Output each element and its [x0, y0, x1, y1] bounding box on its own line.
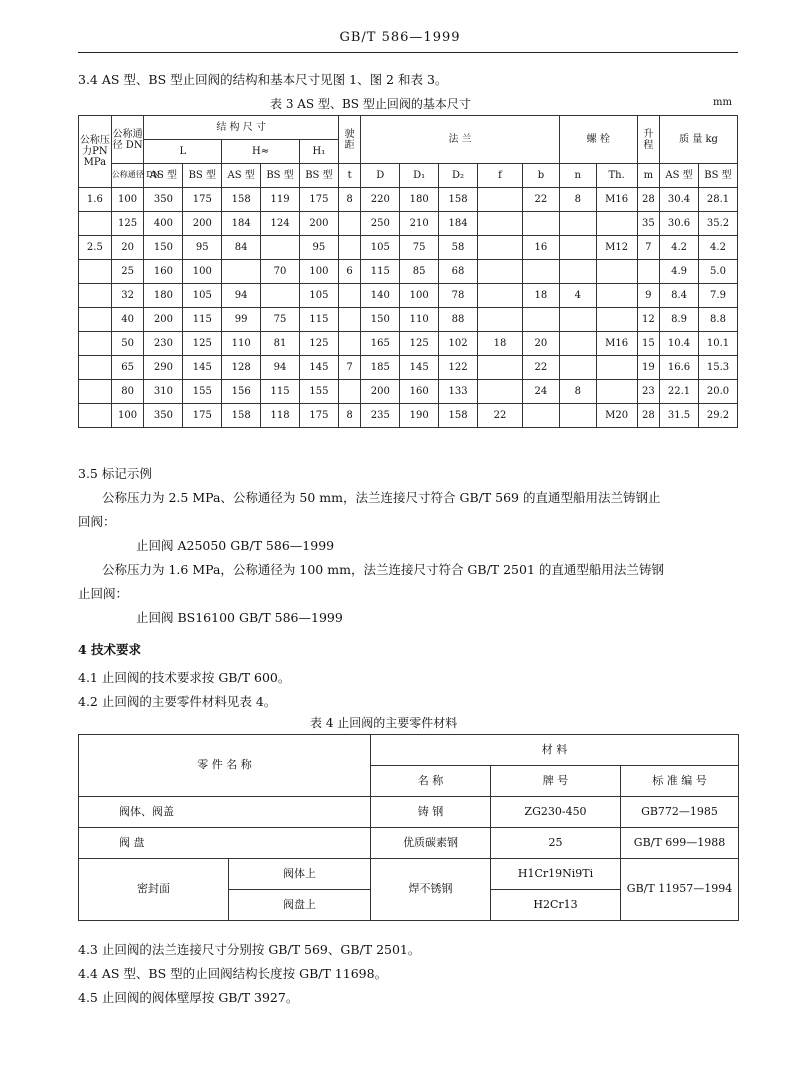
table3-cell-hbs: 75: [261, 308, 300, 332]
table3-cell-has: 84: [222, 236, 261, 260]
col-mass-as: AS 型: [660, 164, 699, 188]
table3-cell-m: 19: [637, 356, 660, 380]
table3-row: [79, 380, 738, 404]
col-flange: 法 兰: [361, 116, 560, 164]
table3-row: [79, 356, 738, 380]
table3-cell-dn: 65: [111, 356, 144, 380]
table3-cell-n: 8: [559, 380, 596, 404]
table3-cell-mas: 16.6: [660, 356, 699, 380]
table3-cell-th: M16: [596, 332, 637, 356]
table3-cell-mbs: 4.2: [698, 236, 737, 260]
col-f: f: [477, 164, 522, 188]
table3-cell-b: [522, 404, 559, 428]
table3-cell-d1: 145: [400, 356, 439, 380]
table3-cell-mbs: 7.9: [698, 284, 737, 308]
table3-cell-b: [522, 212, 559, 236]
table3-cell-b: 22: [522, 356, 559, 380]
section-4-3: 4.3 止回阀的法兰连接尺寸分别按 GB/T 569、GB/T 2501。: [78, 942, 421, 957]
t4-col-grade: 牌 号: [491, 766, 621, 797]
col-b: b: [522, 164, 559, 188]
table3-cell-pn: [79, 356, 112, 380]
table3-cell-d1: 110: [400, 308, 439, 332]
table3-cell-d: 185: [361, 356, 400, 380]
table3-cell-h1: 200: [299, 212, 338, 236]
table3-cell-lbs: 115: [183, 308, 222, 332]
table3-cell-n: [559, 236, 596, 260]
table3-cell-f: [477, 188, 522, 212]
t4-r3-grade1: H1Cr19Ni9Ti: [491, 859, 621, 890]
table3-cell-t: [338, 284, 361, 308]
table3-cell-mas: 30.6: [660, 212, 699, 236]
example2-text-cont: 止回阀：: [78, 586, 129, 601]
table3-cell-m: 35: [637, 212, 660, 236]
col-L-bs: BS 型: [183, 164, 222, 188]
col-mass-bs: BS 型: [698, 164, 737, 188]
table3-cell-pn: [79, 380, 112, 404]
table3-cell-d1: 190: [400, 404, 439, 428]
col-L: L: [144, 140, 222, 164]
table3-cell-dn: 100: [111, 188, 144, 212]
col-H1: H₁: [299, 140, 338, 164]
table3-cell-n: [559, 308, 596, 332]
table3-cell-has: 158: [222, 404, 261, 428]
t4-r3-sub1: 阀体上: [229, 859, 371, 890]
table3-cell-las: 200: [144, 308, 183, 332]
table3-cell-pn: [79, 332, 112, 356]
table3-cell-t: [338, 380, 361, 404]
t4-col-material: 材 料: [371, 735, 739, 766]
t4-r3-grade2: H2Cr13: [491, 890, 621, 921]
table3-cell-h1: 145: [299, 356, 338, 380]
table3-cell-h1: 115: [299, 308, 338, 332]
col-Th: Th.: [596, 164, 637, 188]
table3-cell-d1: 125: [400, 332, 439, 356]
table3-cell-has: 128: [222, 356, 261, 380]
table3-cell-mas: 30.4: [660, 188, 699, 212]
table3-cell-has: 110: [222, 332, 261, 356]
table3-cell-d1: 160: [400, 380, 439, 404]
table3-cell-b: 16: [522, 236, 559, 260]
table3-cell-h1: 100: [299, 260, 338, 284]
table3-row: [79, 236, 738, 260]
table3-cell-m: 28: [637, 404, 660, 428]
table3-cell-lbs: 100: [183, 260, 222, 284]
table3-cell-f: [477, 284, 522, 308]
table3-cell-f: [477, 380, 522, 404]
col-D1: D₁: [400, 164, 439, 188]
table3-cell-d2: 58: [439, 236, 478, 260]
table3-cell-mbs: 20.0: [698, 380, 737, 404]
col-dn: 公称通径 DN: [111, 116, 144, 164]
table3-cell-las: 160: [144, 260, 183, 284]
table3-cell-d: 140: [361, 284, 400, 308]
table3-row: [79, 284, 738, 308]
table3-cell-d: 115: [361, 260, 400, 284]
table3-cell-m: [637, 260, 660, 284]
table3-cell-h1: 155: [299, 380, 338, 404]
table3-cell-pn: [79, 308, 112, 332]
t4-r3-name: 焊不锈钢: [371, 859, 491, 921]
table3-cell-f: 22: [477, 404, 522, 428]
t4-r2-grade: 25: [491, 828, 621, 859]
table3-cell-b: [522, 260, 559, 284]
example1-text-cont: 回阀：: [78, 514, 116, 529]
table3-cell-h1: 125: [299, 332, 338, 356]
table3-cell-has: 94: [222, 284, 261, 308]
table3-cell-t: [338, 212, 361, 236]
table3-cell-d: 235: [361, 404, 400, 428]
table3-cell-h1: 175: [299, 188, 338, 212]
table3-cell-d: 220: [361, 188, 400, 212]
table3-cell-t: [338, 332, 361, 356]
section-4-2: 4.2 止回阀的主要零件材料见表 4。: [78, 694, 277, 709]
col-H-bs: BS 型: [261, 164, 300, 188]
table3-cell-th: [596, 308, 637, 332]
table3-cell-n: [559, 332, 596, 356]
table3-cell-pn: [79, 404, 112, 428]
header-rule: [78, 52, 738, 53]
table3-cell-b: [522, 308, 559, 332]
col-mass: 质 量 kg: [660, 116, 738, 164]
table3-cell-mas: 10.4: [660, 332, 699, 356]
table3-cell-d2: 133: [439, 380, 478, 404]
table3-cell-d1: 180: [400, 188, 439, 212]
col-H1-bs: BS 型: [299, 164, 338, 188]
table3-cell-dn: 40: [111, 308, 144, 332]
section-3-4: 3.4 AS 型、BS 型止回阀的结构和基本尺寸见图 1、图 2 和表 3。: [78, 72, 448, 87]
table3-cell-dn: 20: [111, 236, 144, 260]
table3-row: [79, 308, 738, 332]
section-4-4: 4.4 AS 型、BS 型的止回阀结构长度按 GB/T 11698。: [78, 966, 388, 981]
table3-cell-hbs: 124: [261, 212, 300, 236]
table3-cell-dn: 25: [111, 260, 144, 284]
table3-cell-hbs: 81: [261, 332, 300, 356]
table3-cell-mbs: 29.2: [698, 404, 737, 428]
col-t: t: [338, 164, 361, 188]
table3-cell-lbs: 155: [183, 380, 222, 404]
table3-cell-has: 99: [222, 308, 261, 332]
table3-cell-th: M16: [596, 188, 637, 212]
table4-caption: 表 4 止回阀的主要零件材料: [310, 716, 458, 730]
table3-cell-d1: 85: [400, 260, 439, 284]
table3-cell-mbs: 15.3: [698, 356, 737, 380]
table3-cell-d: 165: [361, 332, 400, 356]
table3-cell-mbs: 5.0: [698, 260, 737, 284]
table3-cell-dn: 100: [111, 404, 144, 428]
table3-cell-las: 310: [144, 380, 183, 404]
table3-cell-t: [338, 308, 361, 332]
table3-cell-h1: 95: [299, 236, 338, 260]
table3-cell-d1: 75: [400, 236, 439, 260]
t4-r3-part: 密封面: [79, 859, 229, 921]
table3-cell-mbs: 8.8: [698, 308, 737, 332]
t4-col-part: 零 件 名 称: [79, 735, 371, 797]
table3-cell-hbs: 94: [261, 356, 300, 380]
table3-cell-mas: 4.2: [660, 236, 699, 260]
table3-cell-pn: 1.6: [79, 188, 112, 212]
table3-cell-las: 400: [144, 212, 183, 236]
table3-cell-f: [477, 308, 522, 332]
table3-cell-m: 9: [637, 284, 660, 308]
t4-r2-std: GB/T 699—1988: [621, 828, 739, 859]
table3-cell-has: [222, 260, 261, 284]
table3-cell-th: [596, 380, 637, 404]
table3-cell-f: 18: [477, 332, 522, 356]
table3-cell-d: 105: [361, 236, 400, 260]
table3-cell-lbs: 105: [183, 284, 222, 308]
table3-row: [79, 212, 738, 236]
table3-cell-f: [477, 260, 522, 284]
t4-col-name: 名 称: [371, 766, 491, 797]
table3-cell-b: 22: [522, 188, 559, 212]
example2-text: 公称压力为 1.6 MPa，公称通径为 100 mm，法兰连接尺寸符合 GB/T 2501 的直通型船用法兰铸钢: [102, 562, 664, 577]
table3-cell-th: [596, 356, 637, 380]
table3-cell-hbs: 118: [261, 404, 300, 428]
table3-cell-has: 158: [222, 188, 261, 212]
table3-row: [79, 404, 738, 428]
table3-cell-d: 250: [361, 212, 400, 236]
table3-cell-h1: 175: [299, 404, 338, 428]
col-m: m: [637, 164, 660, 188]
table3-cell-mas: 4.9: [660, 260, 699, 284]
table3-cell-th: M12: [596, 236, 637, 260]
table3-cell-mas: 31.5: [660, 404, 699, 428]
table3-cell-d2: 122: [439, 356, 478, 380]
t4-r2-name: 优质碳素钢: [371, 828, 491, 859]
table3-cell-d: 200: [361, 380, 400, 404]
table3-cell-hbs: 119: [261, 188, 300, 212]
example2-code: 止回阀 BS16100 GB/T 586—1999: [136, 610, 343, 625]
col-lift: 升 程: [637, 116, 660, 164]
t4-r3-std: GB/T 11957—1994: [621, 859, 739, 921]
table3-cell-las: 290: [144, 356, 183, 380]
t4-r2-part: 阀 盘: [79, 828, 371, 859]
table3-cell-las: 150: [144, 236, 183, 260]
col-struct: 结 构 尺 寸: [144, 116, 338, 140]
table3-cell-lbs: 175: [183, 404, 222, 428]
section-4: 4 技术要求: [78, 642, 142, 657]
table3-cell-m: 23: [637, 380, 660, 404]
table3-cell-hbs: 115: [261, 380, 300, 404]
table3-cell-mas: 8.9: [660, 308, 699, 332]
t4-r1-part: 阀体、阀盖: [79, 797, 371, 828]
table3-cell-f: [477, 236, 522, 260]
t4-r1-grade: ZG230-450: [491, 797, 621, 828]
table3-cell-pn: [79, 212, 112, 236]
table3-cell-hbs: [261, 284, 300, 308]
table3-cell-t: 7: [338, 356, 361, 380]
col-n: n: [559, 164, 596, 188]
t4-r1-name: 铸 钢: [371, 797, 491, 828]
table3-cell-d2: 88: [439, 308, 478, 332]
table3-cell-t: 8: [338, 404, 361, 428]
table3-cell-b: 24: [522, 380, 559, 404]
table3-cell-dn: 50: [111, 332, 144, 356]
table3-cell-th: [596, 260, 637, 284]
table3-cell-b: 20: [522, 332, 559, 356]
table3-cell-m: 12: [637, 308, 660, 332]
col-teeth: 驶 距: [338, 116, 361, 164]
table3-cell-d2: 158: [439, 188, 478, 212]
t4-col-std: 标 准 编 号: [621, 766, 739, 797]
table3-cell-d2: 68: [439, 260, 478, 284]
table3-cell-n: [559, 260, 596, 284]
table3-cell-d2: 184: [439, 212, 478, 236]
table3-cell-hbs: [261, 236, 300, 260]
table3-cell-th: [596, 284, 637, 308]
table3-cell-dn: 32: [111, 284, 144, 308]
table3-cell-d: 150: [361, 308, 400, 332]
col-D2: D₂: [439, 164, 478, 188]
table3-cell-t: 8: [338, 188, 361, 212]
table3-cell-th: M20: [596, 404, 637, 428]
example1-code: 止回阀 A25050 GB/T 586—1999: [136, 538, 335, 553]
table3-caption: 表 3 AS 型、BS 型止回阀的基本尺寸: [270, 97, 471, 111]
example1-text: 公称压力为 2.5 MPa、公称通径为 50 mm，法兰连接尺寸符合 GB/T 569 的直通型船用法兰铸钢止: [102, 490, 661, 505]
table3-cell-b: 18: [522, 284, 559, 308]
table3-cell-m: 28: [637, 188, 660, 212]
t4-r3-sub2: 阀盘上: [229, 890, 371, 921]
table3-cell-n: [559, 404, 596, 428]
table3-cell-lbs: 145: [183, 356, 222, 380]
col-D: D: [361, 164, 400, 188]
t4-r1-std: GB772—1985: [621, 797, 739, 828]
table3-cell-pn: [79, 284, 112, 308]
table3-cell-las: 350: [144, 188, 183, 212]
table3-cell-lbs: 125: [183, 332, 222, 356]
table3-row: [79, 188, 738, 212]
table3-cell-mas: 22.1: [660, 380, 699, 404]
table3-cell-th: [596, 212, 637, 236]
table3-cell-lbs: 95: [183, 236, 222, 260]
table3-cell-mbs: 10.1: [698, 332, 737, 356]
table-4: [78, 734, 739, 921]
col-H-as: AS 型: [222, 164, 261, 188]
table3-unit: mm: [713, 97, 732, 108]
col-pn: 公称压力PN MPa: [79, 116, 112, 188]
table3-cell-d1: 100: [400, 284, 439, 308]
table3-cell-mas: 8.4: [660, 284, 699, 308]
section-4-5: 4.5 止回阀的阀体壁厚按 GB/T 3927。: [78, 990, 299, 1005]
table-3: [78, 115, 738, 428]
table3-cell-has: 184: [222, 212, 261, 236]
table3-cell-dn: 80: [111, 380, 144, 404]
table3-cell-n: [559, 212, 596, 236]
table3-cell-d1: 210: [400, 212, 439, 236]
page-header: GB/T 586—1999: [339, 30, 461, 45]
table3-cell-las: 180: [144, 284, 183, 308]
col-L-as: AS 型: [144, 164, 183, 188]
table3-row: [79, 260, 738, 284]
section-4-1: 4.1 止回阀的技术要求按 GB/T 600。: [78, 670, 291, 685]
table3-cell-pn: [79, 260, 112, 284]
table3-cell-las: 350: [144, 404, 183, 428]
table3-cell-t: [338, 236, 361, 260]
table3-cell-hbs: 70: [261, 260, 300, 284]
table3-cell-n: 8: [559, 188, 596, 212]
table3-cell-has: 156: [222, 380, 261, 404]
table3-cell-pn: 2.5: [79, 236, 112, 260]
section-3-5: 3.5 标记示例: [78, 466, 152, 481]
table3-cell-las: 230: [144, 332, 183, 356]
table3-cell-m: 15: [637, 332, 660, 356]
col-H: H≈: [222, 140, 300, 164]
table3-cell-dn: 125: [111, 212, 144, 236]
table3-cell-d2: 158: [439, 404, 478, 428]
table3-cell-t: 6: [338, 260, 361, 284]
col-dn-unit: 公称通径 DN: [111, 164, 144, 188]
table3-cell-mbs: 35.2: [698, 212, 737, 236]
table3-cell-m: 7: [637, 236, 660, 260]
table3-cell-lbs: 200: [183, 212, 222, 236]
table3-cell-h1: 105: [299, 284, 338, 308]
table3-cell-d2: 102: [439, 332, 478, 356]
table3-cell-mbs: 28.1: [698, 188, 737, 212]
table3-cell-f: [477, 356, 522, 380]
col-bolt: 螺 栓: [559, 116, 637, 164]
table3-cell-d2: 78: [439, 284, 478, 308]
table3-cell-f: [477, 212, 522, 236]
table3-cell-n: 4: [559, 284, 596, 308]
table3-row: [79, 332, 738, 356]
table3-cell-n: [559, 356, 596, 380]
table3-cell-lbs: 175: [183, 188, 222, 212]
